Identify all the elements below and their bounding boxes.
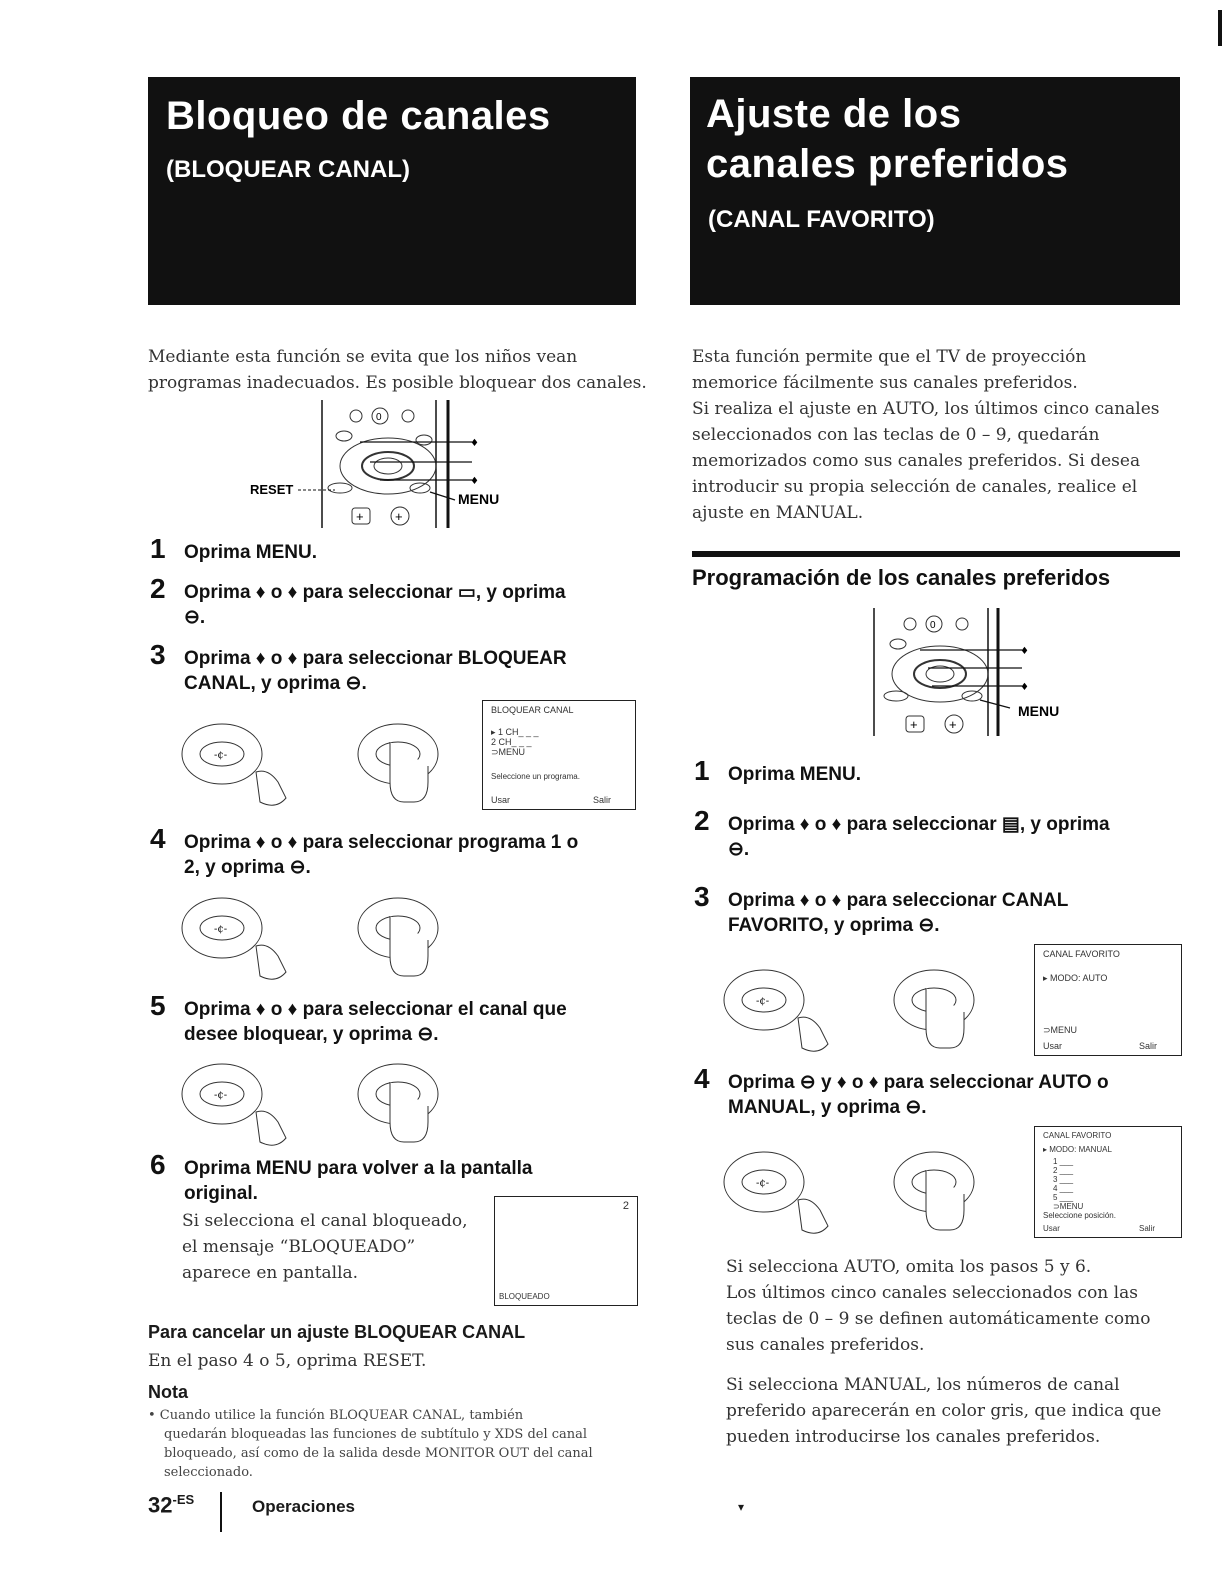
left-step-3	[150, 639, 650, 696]
right-step-2	[694, 805, 1184, 862]
step6-description	[182, 1208, 482, 1286]
step-text: Oprima ♦ o ♦ para seleccionar programa 1 o	[184, 832, 579, 853]
right-title-line1: Ajuste de los	[706, 92, 962, 136]
osd-mode: ▸ MODO: MANUAL	[1043, 1145, 1112, 1154]
osd-footer-exit: Salir	[1139, 1224, 1156, 1233]
joystick-press-diagram	[720, 958, 1000, 1058]
remote-control-diagram	[872, 608, 1072, 738]
osd-line: ▸ 1 CH_ _ _	[491, 727, 539, 737]
osd-footer-exit: Salir	[1139, 1041, 1158, 1051]
auto-explanation	[726, 1254, 1186, 1358]
footer-section: Operaciones	[252, 1497, 355, 1516]
page-suffix: -ES	[172, 1492, 195, 1507]
osd-footer-use: Usar	[1043, 1041, 1063, 1051]
step-text: 2, y oprima ⊖.	[184, 857, 311, 878]
osd-menu: ⊃MENU	[1053, 1202, 1084, 1211]
reset-label: RESET	[250, 482, 294, 497]
step-text: Oprima ♦ o ♦ para seleccionar el canal que	[184, 999, 567, 1020]
osd-slot: 3 ___	[1053, 1175, 1074, 1184]
zero-key-label: 0	[930, 620, 936, 631]
svg-text:♦: ♦	[1020, 646, 1029, 657]
left-subtitle: (BLOQUEAR CANAL)	[166, 156, 410, 183]
left-title: Bloqueo de canales	[166, 94, 551, 138]
step-text: MANUAL, y oprima ⊖.	[728, 1097, 927, 1118]
step-number: 1	[150, 533, 166, 564]
page-number	[148, 1492, 194, 1518]
right-step-1	[694, 755, 1184, 792]
text-line: Los últimos cinco canales seleccionados con las	[726, 1283, 1138, 1303]
left-step-4	[150, 823, 650, 880]
step-text: Oprima ⊖ y ♦ o ♦ para seleccionar AUTO o	[728, 1072, 1109, 1093]
note-line: quedarán bloqueadas las funciones de subtítulo y XDS del canal	[164, 1427, 588, 1442]
text-line: Si selecciona MANUAL, los números de canal	[726, 1375, 1120, 1395]
step-text: Oprima ♦ o ♦ para seleccionar BLOQUEAR	[184, 648, 567, 669]
note-text	[148, 1406, 658, 1482]
osd-slot: 2 ___	[1053, 1166, 1074, 1175]
right-title-banner	[690, 77, 1180, 305]
osd-line: 2 CH_ _ _	[491, 737, 532, 747]
tv-screen-blocked	[494, 1196, 638, 1306]
menu-label: MENU	[458, 491, 500, 507]
osd-slot: 4 ___	[1053, 1184, 1074, 1193]
text-line: memorice fácilmente sus canales preferidos.	[692, 373, 1078, 393]
step-text: Oprima MENU.	[728, 764, 862, 785]
osd-canal-favorito-auto	[1034, 944, 1182, 1056]
note-line: • Cuando utilice la función BLOQUEAR CANAL, también	[148, 1408, 524, 1423]
text-line: memorizados como sus canales preferidos. Si desea	[692, 451, 1141, 471]
section-heading: Programación de los canales preferidos	[692, 565, 1111, 590]
text-line: aparece en pantalla.	[182, 1263, 359, 1283]
text-line: Esta función permite que el TV de proyección	[692, 347, 1087, 367]
osd-line: ⊃MENU	[491, 747, 526, 757]
menu-label: MENU	[1018, 703, 1060, 719]
text-line: ajuste en MANUAL.	[692, 503, 864, 523]
step-number: 5	[150, 990, 166, 1021]
left-step-5	[150, 990, 650, 1047]
osd-title: BLOQUEAR CANAL	[491, 705, 574, 715]
step-text: CANAL, y oprima ⊖.	[184, 673, 367, 694]
joystick-press-diagram	[720, 1140, 1000, 1240]
svg-text:-¢-: -¢-	[214, 750, 228, 761]
osd-hint: Seleccione un programa.	[491, 772, 580, 781]
joystick-press-diagram	[178, 886, 458, 986]
note-line: bloqueado, así como de la salida desde MONITOR OUT del canal	[164, 1446, 593, 1461]
osd-hint: Seleccione posición.	[1043, 1211, 1116, 1220]
footer-divider	[220, 1492, 222, 1532]
svg-text:-¢-: -¢-	[756, 996, 770, 1007]
left-step-2	[150, 573, 650, 630]
text-line: el mensaje “BLOQUEADO”	[182, 1237, 416, 1257]
joystick-press-diagram	[178, 1052, 458, 1152]
svg-text:♦: ♦	[470, 476, 479, 487]
osd-canal-favorito-manual	[1034, 1126, 1182, 1238]
section-rule	[692, 551, 1180, 557]
step-text: Oprima MENU.	[184, 542, 318, 563]
step-text: FAVORITO, y oprima ⊖.	[728, 915, 940, 936]
osd-title: CANAL FAVORITO	[1043, 1131, 1112, 1140]
svg-text:♦: ♦	[1020, 682, 1029, 693]
svg-text:+: +	[949, 717, 957, 732]
right-step-3	[694, 881, 1184, 938]
text-line: preferido aparecerán en color gris, que indica que	[726, 1401, 1162, 1421]
step-text: ⊖.	[184, 607, 206, 628]
osd-slot: 5 ___	[1053, 1193, 1074, 1202]
svg-text:♦: ♦	[470, 438, 479, 449]
step-text: Oprima ♦ o ♦ para seleccionar ▭, y oprima	[184, 582, 566, 603]
text-line: introducir su propia selección de canales, realice el	[692, 477, 1138, 497]
step-text: ⊖.	[728, 839, 750, 860]
left-intro-line: Mediante esta función se evita que los niños vean	[148, 347, 578, 367]
text-line: sus canales preferidos.	[726, 1335, 925, 1355]
step-text: original.	[184, 1183, 258, 1204]
osd-footer-use: Usar	[491, 795, 511, 805]
step-text: desee bloquear, y oprima ⊖.	[184, 1024, 439, 1045]
svg-text:-¢-: -¢-	[214, 924, 228, 935]
note-heading: Nota	[148, 1382, 188, 1402]
svg-text:-¢-: -¢-	[214, 1090, 228, 1101]
step-number: 2	[150, 573, 166, 604]
cancel-text: En el paso 4 o 5, oprima RESET.	[148, 1351, 427, 1371]
footer-bullet: ▾	[738, 1500, 745, 1514]
right-intro	[692, 344, 1182, 526]
text-line: seleccionados con las teclas de 0 – 9, quedarán	[692, 425, 1100, 445]
svg-text:-¢-: -¢-	[756, 1178, 770, 1189]
osd-title: CANAL FAVORITO	[1043, 949, 1120, 959]
joystick-press-diagram	[178, 712, 458, 812]
step-text: Oprima MENU para volver a la pantalla	[184, 1158, 533, 1179]
osd-menu: ⊃MENU	[1043, 1025, 1078, 1035]
left-intro-line: programas inadecuados. Es posible bloquear dos canales.	[148, 373, 647, 393]
svg-text:+: +	[356, 509, 364, 524]
step-number: 2	[694, 805, 710, 836]
svg-text:+: +	[910, 717, 918, 732]
left-title-banner	[148, 77, 636, 305]
left-step-1	[150, 533, 650, 570]
page-number-value: 32	[148, 1492, 173, 1518]
zero-key-label: 0	[376, 412, 382, 423]
osd-slot: 1 ___	[1053, 1157, 1074, 1166]
step-text: Oprima ♦ o ♦ para seleccionar ▤, y oprima	[728, 814, 1110, 835]
osd-footer-use: Usar	[1043, 1224, 1060, 1233]
text-line: teclas de 0 – 9 se definen automáticamente como	[726, 1309, 1151, 1329]
left-intro	[148, 344, 648, 396]
step-text: Oprima ♦ o ♦ para seleccionar CANAL	[728, 890, 1069, 911]
screen-blocked-msg: BLOQUEADO	[499, 1292, 550, 1301]
remote-control-diagram	[240, 400, 530, 530]
manual-explanation	[726, 1372, 1186, 1450]
text-line: pueden introducirse los canales preferidos.	[726, 1427, 1101, 1447]
step-number: 1	[694, 755, 710, 786]
corner-mark	[1218, 10, 1222, 46]
step-number: 4	[150, 823, 166, 854]
step-number: 3	[694, 881, 710, 912]
note-line: seleccionado.	[164, 1465, 253, 1480]
text-line: Si selecciona el canal bloqueado,	[182, 1211, 468, 1231]
text-line: Si realiza el ajuste en AUTO, los últimos cinco canales	[692, 399, 1160, 419]
step-number: 4	[694, 1063, 710, 1094]
text-line: Si selecciona AUTO, omita los pasos 5 y 6.	[726, 1257, 1092, 1277]
osd-mode: ▸ MODO: AUTO	[1043, 973, 1108, 983]
right-subtitle: (CANAL FAVORITO)	[708, 206, 935, 233]
right-step-4	[694, 1063, 1184, 1120]
step-number: 3	[150, 639, 166, 670]
right-title-line2: canales preferidos	[706, 142, 1069, 186]
screen-channel: 2	[622, 1200, 629, 1212]
svg-text:+: +	[395, 509, 403, 524]
cancel-heading: Para cancelar un ajuste BLOQUEAR CANAL	[148, 1322, 526, 1342]
osd-footer-exit: Salir	[593, 795, 612, 805]
step-number: 6	[150, 1149, 166, 1180]
osd-bloquear-canal	[482, 700, 636, 810]
